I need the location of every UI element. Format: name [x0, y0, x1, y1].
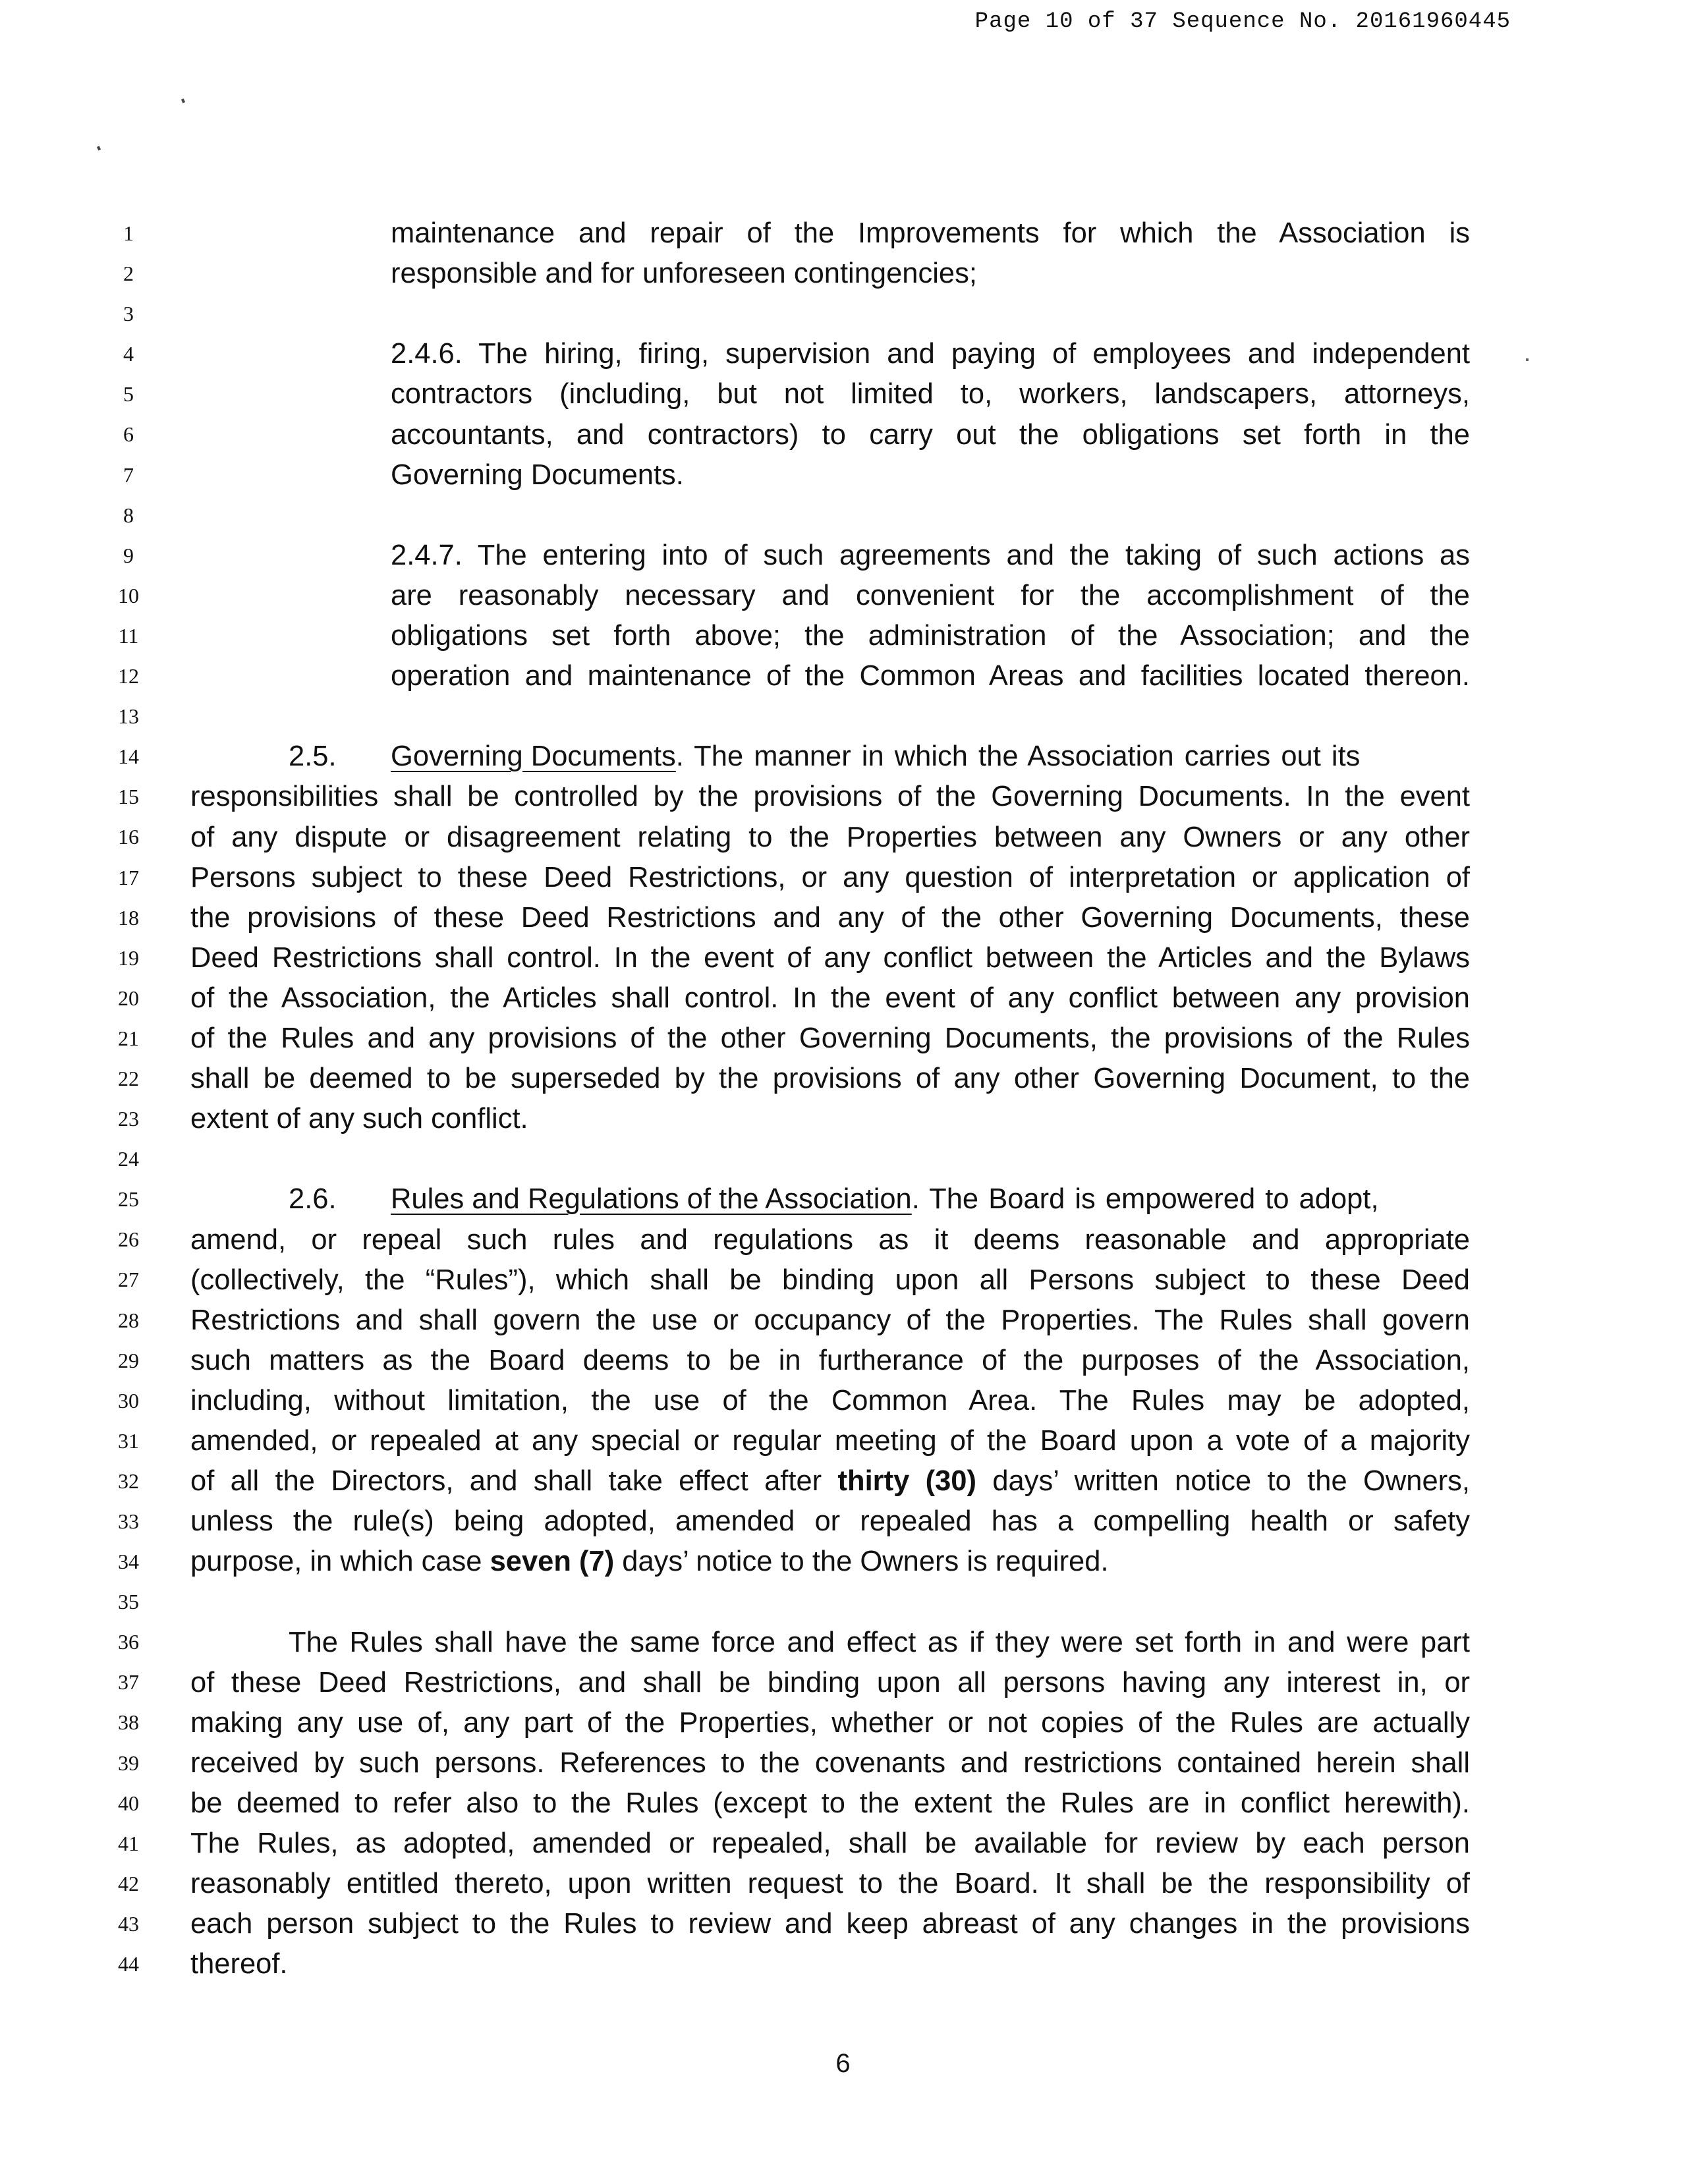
text-line: responsible and for unforeseen contingencies;	[391, 258, 977, 290]
line-number: 35	[118, 1590, 139, 1614]
line-number: 15	[118, 785, 139, 809]
text-line: shall be deemed to be superseded by the provisions of any other Governing Document, to the	[190, 1063, 1470, 1095]
text-line: reasonably entitled thereto, upon written request to the Board. It shall be the responsibility of	[190, 1868, 1470, 1900]
text-line: thereof.	[190, 1948, 288, 1980]
text-run: days’ written notice to the Owners,	[992, 1465, 1470, 1498]
line-number: 4	[123, 342, 134, 366]
section-2-6-heading-line	[289, 1179, 1470, 1219]
text-line: each person subject to the Rules to review and keep abreast of any changes in the provisions	[190, 1908, 1470, 1940]
line-number: 41	[118, 1831, 139, 1855]
line-number: 33	[118, 1509, 139, 1533]
text-line: accountants, and contractors) to carry out the obligations set forth in the	[391, 418, 1470, 451]
line-number: 18	[118, 905, 139, 930]
line-number: 20	[118, 986, 139, 1010]
line-number: 16	[118, 825, 139, 849]
bold-term: thirty (30)	[837, 1465, 976, 1498]
section-heading: Governing Documents	[391, 741, 676, 773]
line-number: 29	[118, 1348, 139, 1372]
scan-speck	[1526, 358, 1529, 361]
line-number: 5	[123, 382, 134, 406]
line-number: 3	[123, 302, 134, 326]
line-number: 10	[118, 583, 139, 607]
line-number: 1	[123, 221, 134, 245]
text-run: purpose, in which case	[190, 1546, 482, 1578]
text-line: received by such persons. References to the covenants and restrictions contained herein shall	[190, 1747, 1470, 1779]
text-line: operation and maintenance of the Common Areas and facilities located thereon.	[391, 660, 1470, 692]
line-number: 38	[118, 1710, 139, 1735]
text-line: making any use of, any part of the Properties, whether or not copies of the Rules are actually	[190, 1706, 1470, 1739]
line-number: 14	[118, 744, 139, 769]
line-number: 39	[118, 1750, 139, 1775]
text-line: including, without limitation, the use of the Common Area. The Rules may be adopted,	[190, 1384, 1470, 1416]
section-number: 2.6.	[289, 1183, 337, 1216]
line-number: 8	[123, 503, 134, 527]
text-line: be deemed to refer also to the Rules (except to the extent the Rules are in conflict herewith).	[190, 1787, 1470, 1819]
section-2-5-heading-line	[289, 737, 1470, 777]
text-line: of any dispute or disagreement relating to the Properties between any Owners or any other	[190, 821, 1470, 853]
line-number: 30	[118, 1388, 139, 1413]
text-run: . The Board is empowered to adopt,	[911, 1183, 1379, 1216]
text-line: Persons subject to these Deed Restrictions, or any question of interpretation or application of	[190, 861, 1470, 893]
scan-speck	[181, 98, 185, 103]
line-number: 21	[118, 1026, 139, 1050]
line-number: 40	[118, 1791, 139, 1815]
text-line: Governing Documents.	[391, 459, 684, 491]
line-number: 6	[123, 422, 134, 447]
line-number: 11	[118, 623, 139, 648]
text-line: amended, or repealed at any special or regular meeting of the Board upon a vote of a majority	[190, 1425, 1470, 1457]
text-line: contractors (including, but not limited to, workers, landscapers, attorneys,	[391, 378, 1470, 410]
text-line: unless the rule(s) being adopted, amended or repealed has a compelling health or safety	[190, 1505, 1470, 1538]
line-number: 12	[118, 664, 139, 688]
scan-speck	[97, 146, 101, 150]
text-line: amend, or repeal such rules and regulations as it deems reasonable and appropriate	[190, 1223, 1470, 1256]
text-run: of all the Directors, and shall take effect after	[190, 1465, 822, 1498]
line-number: 34	[118, 1550, 139, 1574]
text-line: The Rules, as adopted, amended or repealed, shall be available for review by each person	[190, 1828, 1470, 1859]
line-number: 31	[118, 1428, 139, 1453]
line-number: 42	[118, 1871, 139, 1895]
text-line: maintenance and repair of the Improvements for which the Association is	[391, 217, 1470, 249]
line-number: 17	[118, 865, 139, 889]
line-number: 28	[118, 1308, 139, 1332]
line-number: 26	[118, 1227, 139, 1252]
line-number: 23	[118, 1107, 139, 1131]
text-line: obligations set forth above; the administration of the Association; and the	[391, 620, 1470, 652]
text-line: (collectively, the “Rules”), which shall be binding upon all Persons subject to these Deed	[190, 1264, 1470, 1296]
text-line: of the Rules and any provisions of the other Governing Documents, the provisions of the Rules	[190, 1022, 1470, 1054]
line-number: 27	[118, 1268, 139, 1292]
line-number: 37	[118, 1670, 139, 1694]
line-number: 43	[118, 1911, 139, 1936]
line-number: 9	[123, 543, 134, 567]
line-number: 7	[123, 462, 134, 487]
line-number: 24	[118, 1147, 139, 1171]
line-number: 19	[118, 945, 139, 970]
line-number: 25	[118, 1187, 139, 1212]
text-line	[190, 1461, 1470, 1501]
line-number-column	[99, 213, 158, 1984]
line-number: 22	[118, 1066, 139, 1090]
line-number: 2	[123, 262, 134, 286]
section-2-4-6-line: 2.4.6. The hiring, firing, supervision and paying of employees and independent	[391, 338, 1470, 370]
text-line: the provisions of these Deed Restrictions and any of the other Governing Documents, these	[190, 901, 1470, 934]
line-number: 44	[118, 1952, 139, 1976]
text-line: are reasonably necessary and convenient for the accomplishment of the	[391, 579, 1470, 611]
rules-paragraph-first-line: The Rules shall have the same force and effect as if they were set forth in and were part	[289, 1626, 1470, 1658]
line-number: 36	[118, 1630, 139, 1654]
line-number: 13	[118, 704, 139, 729]
bold-term: seven (7)	[490, 1546, 615, 1578]
text-line: Deed Restrictions shall control. In the event of any conflict between the Articles and the Bylaws	[190, 941, 1470, 974]
text-line: responsibilities shall be controlled by the provisions of the Governing Documents. In the event	[190, 781, 1470, 813]
text-run: days’ notice to the Owners is required.	[622, 1546, 1109, 1578]
text-line: such matters as the Board deems to be in furtherance of the purposes of the Association,	[190, 1344, 1470, 1376]
section-number: 2.5.	[289, 741, 337, 773]
page-number: 6	[835, 2049, 851, 2078]
line-number: 32	[118, 1469, 139, 1493]
text-line	[190, 1542, 1470, 1582]
text-line: Restrictions and shall govern the use or occupancy of the Properties. The Rules shall govern	[190, 1304, 1470, 1336]
section-2-4-7-line: 2.4.7. The entering into of such agreements and the taking of such actions as	[391, 539, 1470, 571]
text-run: . The manner in which the Association carries out its	[675, 741, 1361, 773]
text-line: of these Deed Restrictions, and shall be binding upon all persons having any interest in, or	[190, 1666, 1470, 1698]
section-heading: Rules and Regulations of the Association	[391, 1183, 912, 1216]
page-sequence-header: Page 10 of 37 Sequence No. 20161960445	[974, 9, 1511, 34]
text-line: extent of any such conflict.	[190, 1103, 528, 1135]
text-line: of the Association, the Articles shall control. In the event of any conflict between any provision	[190, 982, 1470, 1014]
